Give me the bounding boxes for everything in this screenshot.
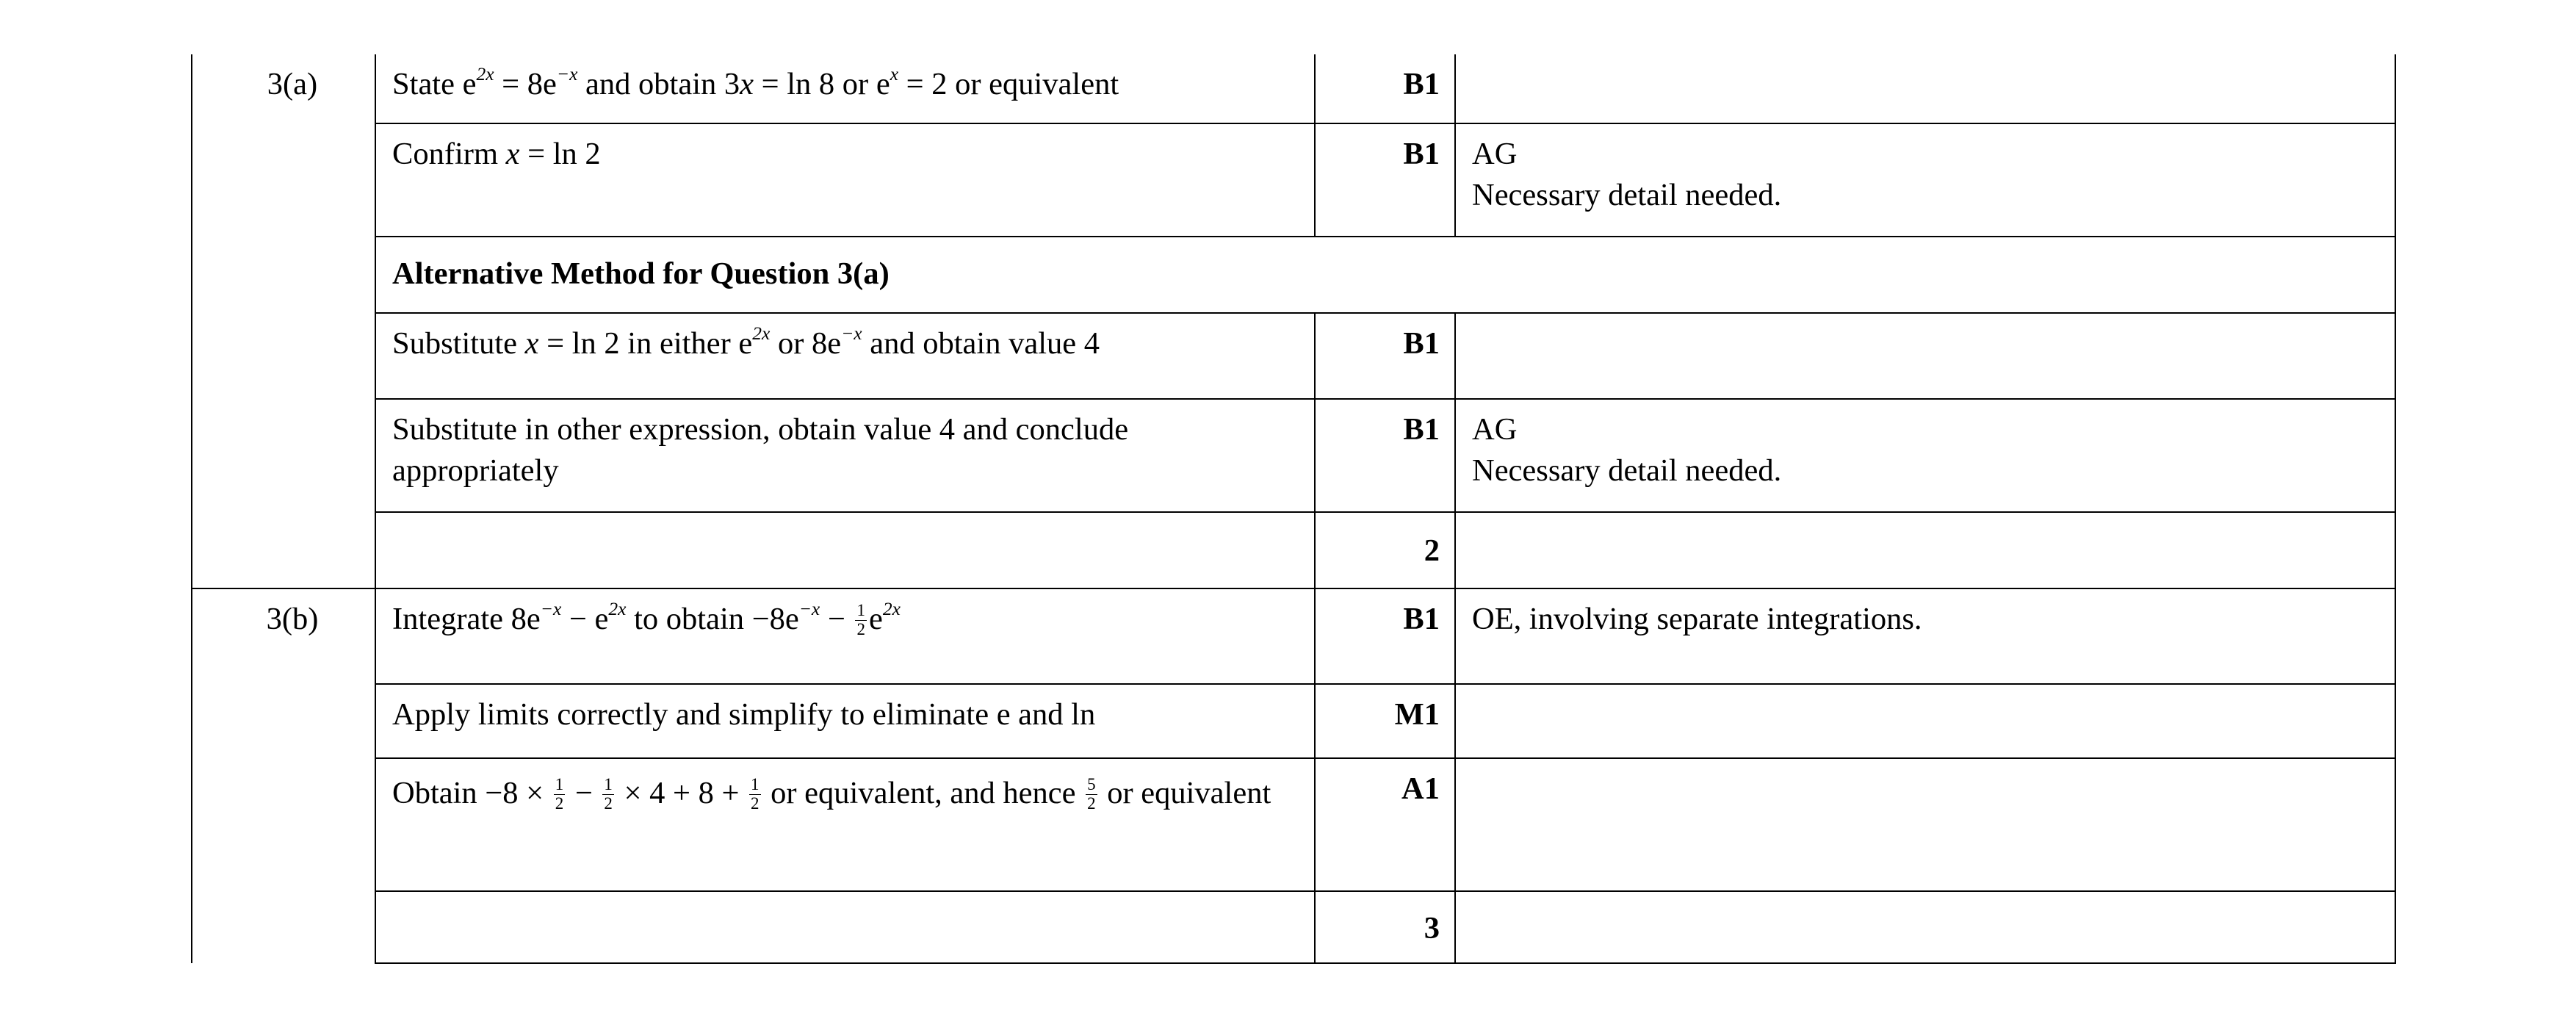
question-label-3a: 3(a) xyxy=(192,54,375,588)
q3b-row-obtain xyxy=(192,758,2395,891)
mark-cell: B1 xyxy=(1315,588,1455,684)
guidance-line: Necessary detail needed. xyxy=(1472,453,1782,489)
answer-cell: Substitute x = ln 2 in either $e^{2x}$ or $8e^{-x}$ and obtain value 4 xyxy=(375,313,1315,399)
answer-cell: Obtain −8 × $\frac{1}{2}$ − $\frac{1}{2}$ × 4 + 8 + $\frac{1}{2}$ or equivalent, and hence $\frac{5}{2}$ or equivalent xyxy=(375,758,1315,891)
q3a-total-row xyxy=(192,512,2395,588)
answer-cell: Apply limits correctly and simplify to eliminate e and ln xyxy=(375,684,1315,758)
guidance-cell: OE, involving separate integrations. xyxy=(1455,588,2395,684)
q3b-row-integrate xyxy=(192,588,2395,684)
answer-cell: Substitute in other expression, obtain value 4 and conclude appropriately xyxy=(375,399,1315,512)
mark-cell: A1 xyxy=(1315,758,1455,891)
answer-cell xyxy=(375,54,1315,123)
answer-cell xyxy=(375,512,1315,588)
guidance-cell xyxy=(1455,891,2395,963)
fraction: $\frac{1}{2}$ xyxy=(604,774,613,813)
fraction: $\frac{1}{2}$ xyxy=(555,774,564,813)
guidance-cell xyxy=(1455,313,2395,399)
guidance-cell xyxy=(1455,684,2395,758)
q3a-row-state xyxy=(192,54,2395,123)
mark-cell: B1 xyxy=(1315,313,1455,399)
q3b-total-row xyxy=(192,891,2395,963)
mark-cell: B1 xyxy=(1315,54,1455,123)
q3a-row-confirm xyxy=(192,123,2395,237)
fraction: $\frac{1}{2}$ xyxy=(856,600,865,638)
guidance-cell xyxy=(1455,758,2395,891)
answer-text: State $e^{2x} = 8e^{-x}$ and obtain 3x = ln 8 or $e^x = 2$ or equivalent xyxy=(392,63,1119,101)
guidance-cell xyxy=(1455,54,2395,123)
guidance-line: Necessary detail needed. xyxy=(1472,178,1782,213)
alternative-method-row xyxy=(192,237,2395,313)
guidance-line: AG xyxy=(1472,137,1518,171)
mark-cell: B1 xyxy=(1315,123,1455,237)
q3a-row-conclude xyxy=(192,399,2395,512)
guidance-cell xyxy=(1455,399,2395,512)
fraction: $\frac{1}{2}$ xyxy=(751,774,760,813)
guidance-cell xyxy=(1455,123,2395,237)
total-mark: 2 xyxy=(1315,512,1455,588)
mark-cell: B1 xyxy=(1315,399,1455,512)
fraction: $\frac{5}{2}$ xyxy=(1087,774,1096,813)
answer-cell xyxy=(375,891,1315,963)
mark-cell: M1 xyxy=(1315,684,1455,758)
question-label-3b: 3(b) xyxy=(192,588,375,963)
q3b-row-limits xyxy=(192,684,2395,758)
alternative-method-heading: Alternative Method for Question 3(a) xyxy=(375,237,2395,313)
answer-cell: Integrate $8e^{-x} - e^{2x}$ to obtain $-8e^{-x}$ − $\frac{1}{2}$ $e^{2x}$ xyxy=(375,588,1315,684)
total-mark: 3 xyxy=(1315,891,1455,963)
guidance-cell xyxy=(1455,512,2395,588)
answer-cell: Confirm x = ln 2 xyxy=(375,123,1315,237)
q3a-row-substitute xyxy=(192,313,2395,399)
mark-scheme-table xyxy=(191,54,2396,964)
guidance-line: AG xyxy=(1472,412,1518,447)
